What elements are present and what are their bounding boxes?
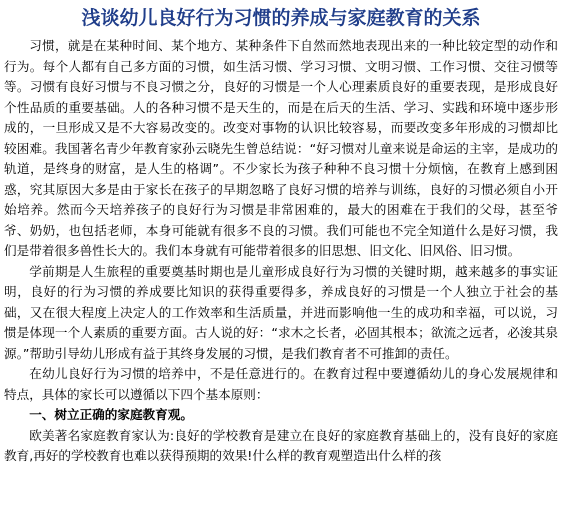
paragraph-principles-intro: 在幼儿良好行为习惯的培养中，不是任意进行的。在教育过程中要遵循幼儿的身心发展规律和特点，具体的家长可以遵循以下四个基本原则： xyxy=(4,366,558,402)
paragraph-family-education: 欧美著名家庭教育家认为:良好的学校教育是建立在良好的家庭教育基础上的，没有良好的家庭教育,再好的学校教育也难以获得预期的效果!什么样的教育观塑造出什么样的孩 xyxy=(4,427,558,463)
section-heading: 一、树立正确的家庭教育观。 xyxy=(29,407,193,422)
paragraph-preschool-period: 学前期是人生旅程的重要奠基时期也是儿童形成良好行为习惯的关键时期，越来越多的事实证明，良好的行为习惯的养成要比知识的获得重要得多，养成良好的习惯是一个人独立于社会的基础，又在很大程度上决定人的工作效率和生活质量，并进而影响他一生的成功和幸福，可以说，习惯是体现一个人素质的重要方面。古人说的好：“求木之长者，必固其根本；欲流之远者，必浚其泉源。”帮助引导幼儿形成有益于其终身发展的习惯，是我们教育者不可推卸的责任。 xyxy=(4,263,558,361)
paragraph-habits-definition: 习惯，就是在某种时间、某个地方、某种条件下自然而然地表现出来的一种比较定型的动作和行为。每个人都有自己多方面的习惯，如生活习惯、学习习惯、文明习惯、工作习惯、交往习惯等等。习惯有良好习惯与不良习惯之分，良好的习惯是一个人心理素质良好的重要表现，是形成良好个性品质的重要基础。人的各种习惯不是天生的，而是在后天的生活、学习、实践和环境中逐步形成的，一旦形成又是不大容易改变的。改变对事物的认识比较容易，而要改变多年形成的习惯却比较困难。我国著名青少年教育家孙云晓先生曾总结说：“好习惯对儿童来说是命运的主宰，是成功的轨道，是终身的财富，是人生的格调”。不少家长为孩子种种不良习惯十分烦恼，在教育上感到困惑，究其原因大多是由于家长在孩子的早期忽略了良好习惯的培养与训练，良好的习惯必须自小开始培养。然而今天培养孩子的良好行为习惯是非常困难的，最大的困难在于我们的父母，甚至爷爷、奶奶，也包括老师，本身可能就有很多不良的习惯。我们可能也不完全知道什么是好习惯，我们是带着很多兽性长大的。我们本身就有可能带着很多的旧思想、旧文化、旧风俗、旧习惯。 xyxy=(4,38,558,258)
document-title: 浅谈幼儿良好行为习惯的养成与家庭教育的关系 xyxy=(81,7,481,29)
